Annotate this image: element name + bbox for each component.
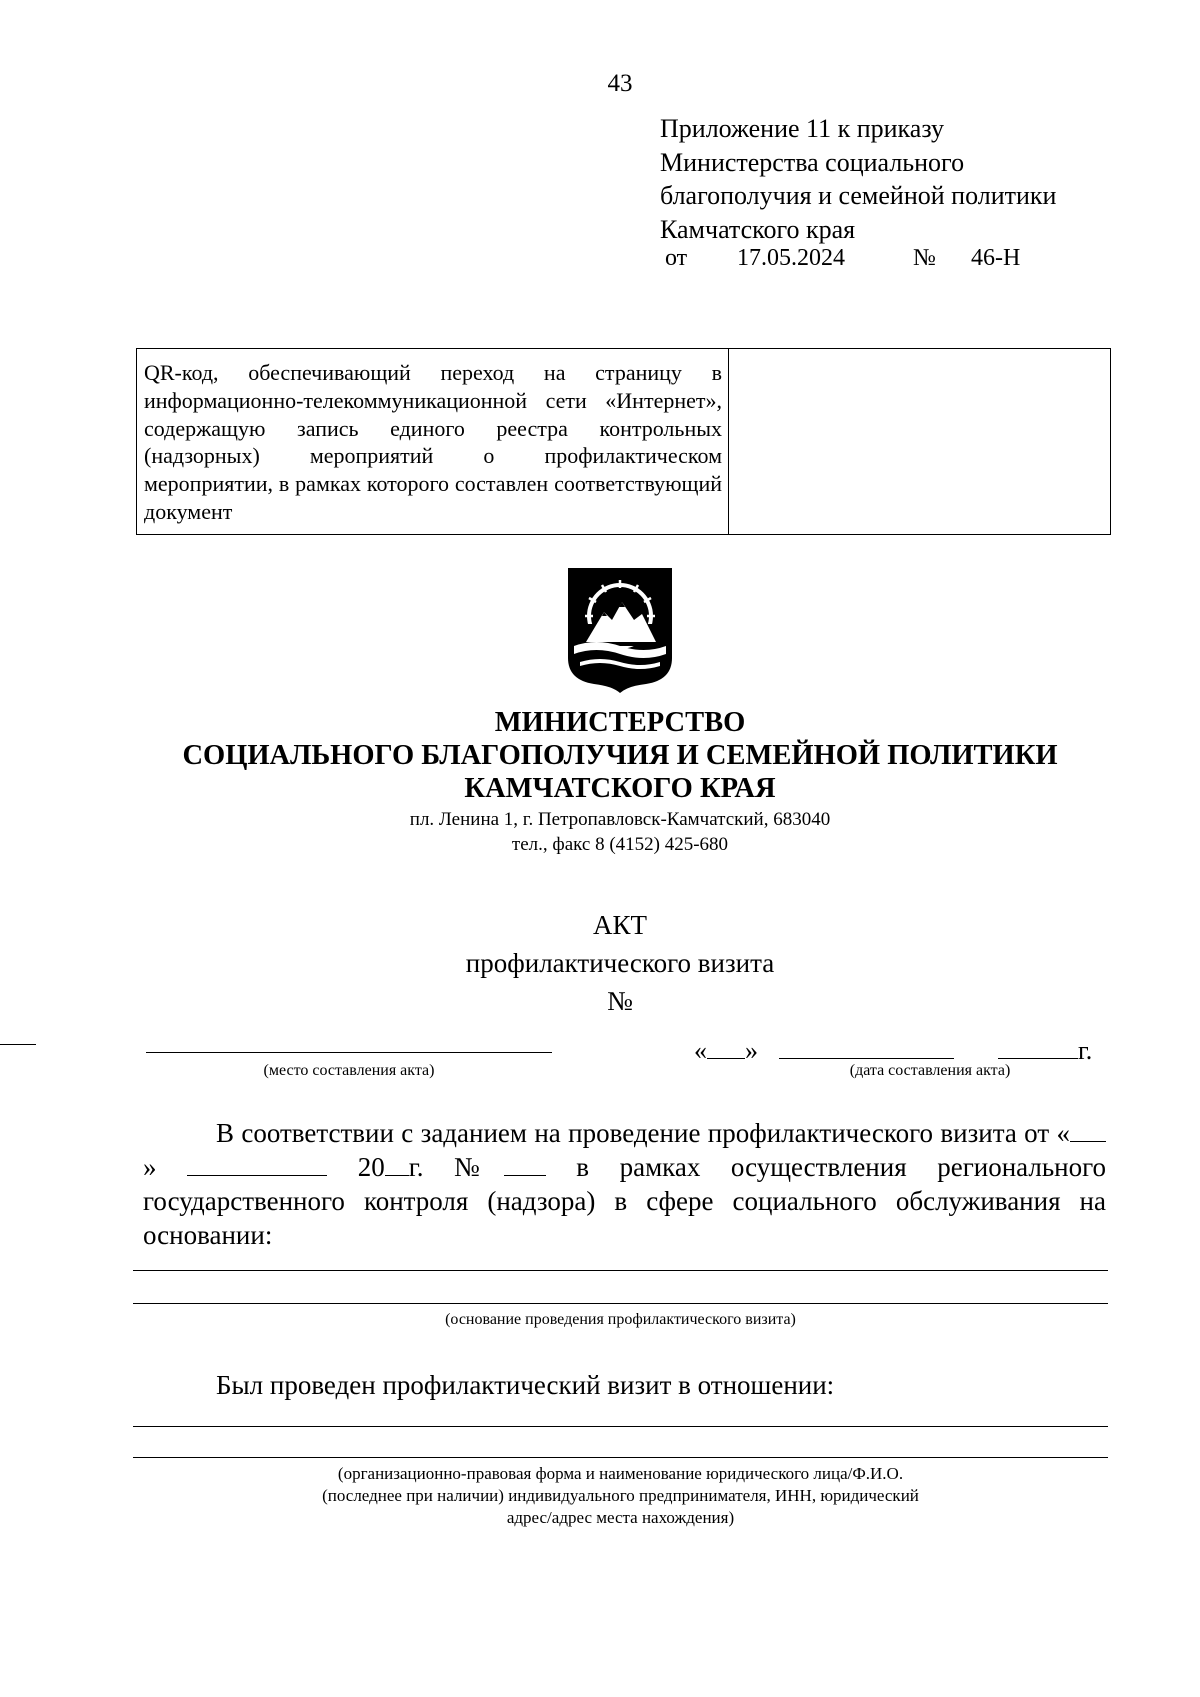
subject-blank-line-1[interactable]: [133, 1426, 1108, 1427]
date-caption: (дата составления акта): [849, 1062, 1011, 1079]
kamchatka-emblem-icon: [566, 566, 674, 694]
basis-blank-line-1[interactable]: [133, 1270, 1108, 1271]
qr-code-description: QR-код, обеспечивающий переход на страницу в информационно-телекоммуникационной сети «Интернет», содержащую запись единого реестра контрольных (надзорных) мероприятий о профилактическом мероприятии, в рамках которого составлен соответствующий документ: [137, 349, 729, 534]
ministry-line: КАМЧАТСКОГО КРАЯ: [464, 773, 776, 804]
date-year-blank[interactable]: [998, 1036, 1078, 1059]
act-number-label: №: [607, 986, 633, 1016]
visit-text: Был проведен профилактический визит в отношении:: [216, 1370, 835, 1400]
place-caption: (место составления акта): [263, 1062, 435, 1079]
task-day-blank[interactable]: [1070, 1119, 1106, 1142]
task-month-blank[interactable]: [187, 1153, 327, 1176]
appendix-line: благополучия и семейной политики: [660, 181, 1057, 210]
paragraph-text: 20: [357, 1152, 385, 1182]
paragraph-text: г. №: [408, 1152, 504, 1182]
task-number-blank[interactable]: [504, 1153, 546, 1176]
ministry-header: [0, 706, 1200, 805]
order-date: 17.05.2024: [737, 245, 845, 271]
subject-caption-line: (последнее при наличии) индивидуального предпринимателя, ИНН, юридический: [322, 1486, 919, 1505]
act-subtitle: профилактического визита: [465, 948, 775, 978]
ministry-phone: тел., факс 8 (4152) 425-680: [511, 834, 729, 855]
ministry-line: СОЦИАЛЬНОГО БЛАГОПОЛУЧИЯ И СЕМЕЙНОЙ ПОЛИТИКИ: [182, 740, 1058, 771]
date-day-blank[interactable]: [707, 1036, 745, 1059]
appendix-block: [660, 112, 1056, 246]
subject-caption-line: адрес/адрес места нахождения): [506, 1508, 735, 1527]
place-blank[interactable]: [146, 1052, 552, 1053]
date-year-suffix: г.: [1078, 1036, 1093, 1065]
ministry-line: МИНИСТЕРСТВО: [494, 707, 746, 738]
act-title-block: [0, 906, 1200, 1045]
act-number-blank[interactable]: [0, 1020, 36, 1045]
subject-blank-line-2[interactable]: [133, 1457, 1108, 1458]
basis-blank-line-2[interactable]: [133, 1303, 1108, 1304]
qr-code-cell: [729, 349, 1110, 534]
date-month-blank[interactable]: [779, 1036, 954, 1059]
appendix-line: Министерства социального: [660, 147, 965, 177]
order-from-label: от: [665, 245, 688, 271]
appendix-line: Приложение 11 к приказу: [660, 114, 945, 143]
basis-caption: (основание проведения профилактического визита): [445, 1311, 796, 1328]
page-number: 43: [607, 70, 633, 97]
appendix-line: Камчатского края: [660, 214, 856, 244]
qr-code-table: [136, 348, 1111, 535]
date-close-quote: »: [745, 1036, 758, 1065]
order-number: 46-Н: [971, 245, 1021, 271]
paragraph-text: в рамках осуществления регионального государственного контроля (надзора) в сфере социального обслуживания на основании:: [143, 1152, 1107, 1250]
ministry-contacts: [0, 807, 1200, 857]
paragraph-text: »: [143, 1152, 157, 1182]
order-number-label: №: [913, 245, 936, 271]
basis-paragraph: [143, 1116, 1106, 1252]
act-title: АКТ: [593, 910, 647, 940]
task-year-blank[interactable]: [385, 1153, 409, 1176]
ministry-address: пл. Ленина 1, г. Петропавловск-Камчатский, 683040: [409, 809, 831, 830]
date-open-quote: «: [694, 1036, 707, 1065]
order-date-number: [665, 245, 1020, 272]
subject-caption: [133, 1463, 1108, 1529]
subject-caption-line: (организационно-правовая форма и наименование юридического лица/Ф.И.О.: [337, 1464, 904, 1483]
paragraph-text: В соответствии с заданием на проведение профилактического визита от «: [216, 1118, 1070, 1148]
